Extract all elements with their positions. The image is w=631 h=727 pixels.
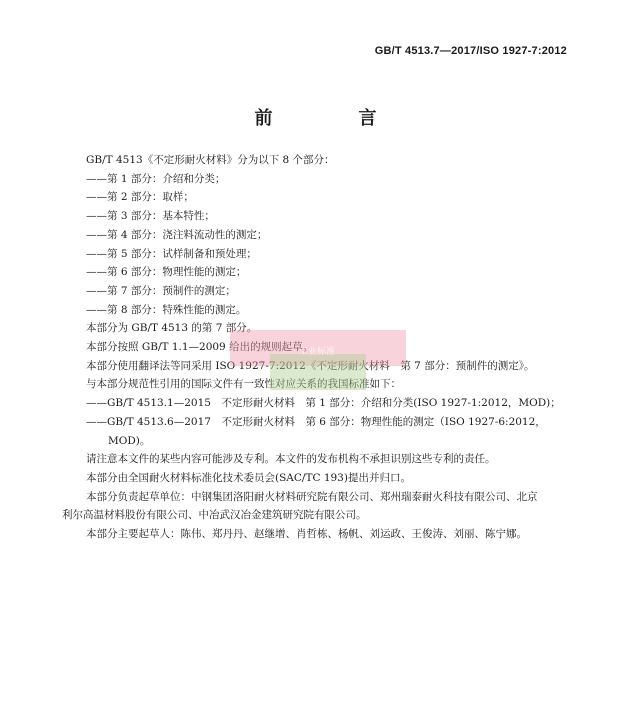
part-list-item: ——第 3 部分：基本特性； [86, 210, 215, 223]
part-list-item: ——第 1 部分：介绍和分类； [86, 172, 226, 185]
part-list-item: ——第 5 部分：试样制备和预处理； [86, 247, 257, 260]
paragraph: 本部分主要起草人：陈伟、郑丹丹、赵继增、肖哲栋、杨帆、刘运政、王俊涛、刘丽、陈宁娜。 [86, 528, 527, 541]
part-list-item: ——第 6 部分：物理性能的测定； [86, 266, 247, 279]
standard-code: GB/T 4513.7—2017/ISO 1927-7:2012 [374, 45, 567, 57]
page-title: 前 言 [254, 108, 411, 129]
part-list-item: ——第 4 部分：浇注料流动性的测定； [86, 228, 268, 241]
paragraph-continued: 利尔高温材料股份有限公司、中冶武汉冶金建筑研究院有限公司。 [62, 509, 367, 522]
paragraph: 本部分按照 GB/T 1.1—2009 给出的规则起草。 [86, 341, 314, 354]
paragraph: 本部分使用翻译法等同采用 ISO 1927-7:2012《不定形耐火材料 第 7 部分：预制件的测定》。 [86, 359, 535, 372]
part-list-item: ——第 7 部分：预制件的测定； [86, 284, 236, 297]
reference-item: ——GB/T 4513.6—2017 不定形耐火材料 第 6 部分：物理性能的测定（ISO 1927-6:2012， [86, 415, 546, 428]
paragraph: 本部分负责起草单位：中钢集团洛阳耐火材料研究院有限公司、郑州瑞泰耐火科技有限公司、北京 [86, 490, 538, 503]
part-list-item: ——第 2 部分：取样； [86, 191, 194, 204]
paragraph: 本部分为 GB/T 4513 的第 7 部分。 [86, 322, 258, 335]
part-list-item: ——第 8 部分：特殊性能的测定。 [86, 303, 247, 316]
paragraph: 请注意本文件的某些内容可能涉及专利。本文件的发布机构不承担识别这些专利的责任。 [86, 453, 496, 466]
intro-line: GB/T 4513《不定形耐火材料》分为以下 8 个部分： [86, 154, 335, 166]
reference-item: ——GB/T 4513.1—2015 不定形耐火材料 第 1 部分：介绍和分类(ISO 1927-1:2012，MOD)； [86, 397, 561, 410]
reference-item-continued: MOD)。 [108, 434, 151, 447]
foreword-body [62, 151, 572, 544]
watermark-text: 工业标准 [298, 347, 335, 357]
paragraph: 与本部分规范性引用的国际文件有一致性对应关系的我国标准如下： [86, 378, 401, 391]
paragraph: 本部分由全国耐火材料标准化技术委员会(SAC/TC 193)提出并归口。 [86, 471, 411, 484]
